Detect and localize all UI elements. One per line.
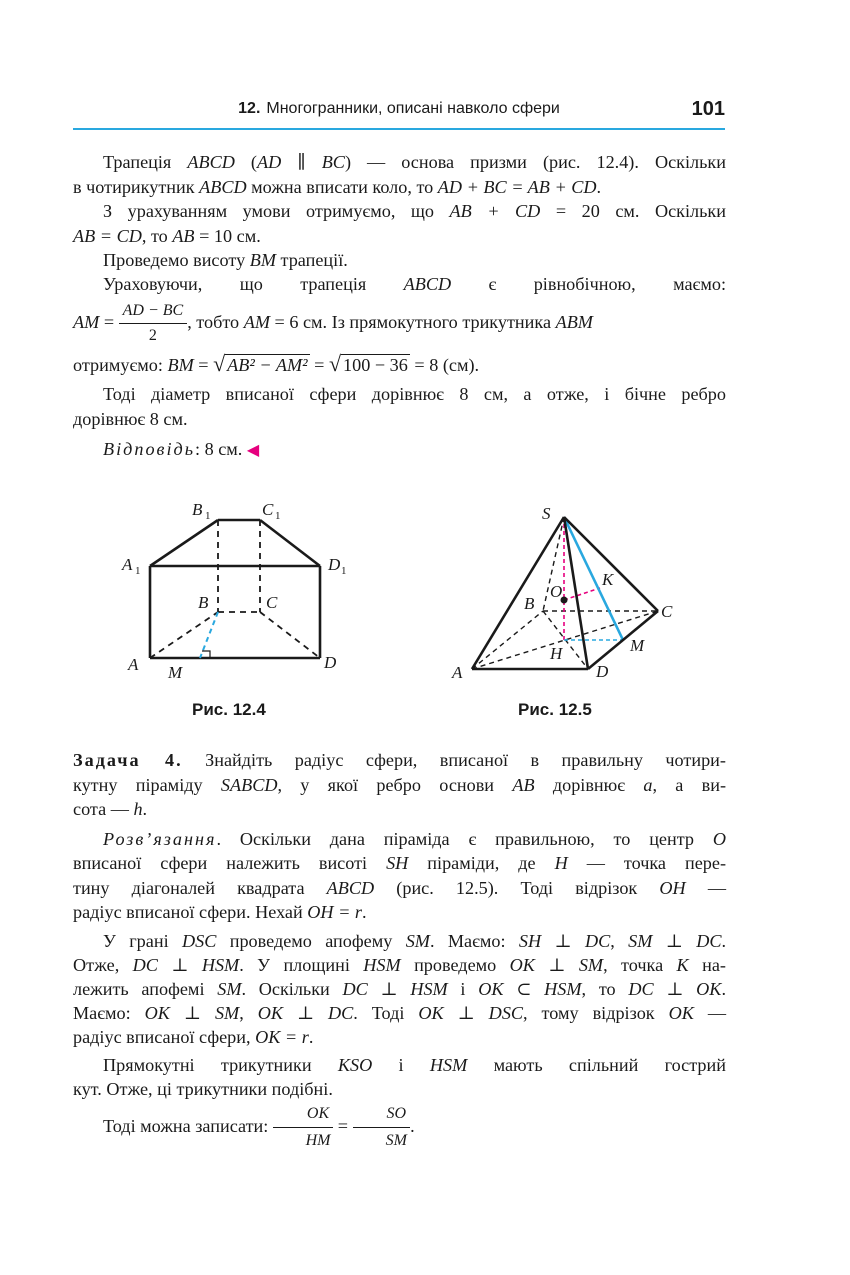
similar-line-2: кут. Отже, ці трикутники подібні. <box>73 1079 333 1099</box>
task-4-line-1: Задача 4. Знайдіть радіус сфери, вписаної в правильну чотири- <box>73 750 726 770</box>
label-K: K <box>602 570 614 589</box>
label-C: C <box>661 602 673 621</box>
label-A1: A <box>122 555 133 574</box>
proof-line-1: У грані DSC проведемо апофему SM. Маємо: SH ⊥ DC, SM ⊥ DC. <box>103 931 727 951</box>
label-H: H <box>550 644 563 663</box>
paragraph-7-line-2: дорівнює 8 см. <box>73 409 188 429</box>
final-ratio-line: Тоді можна записати: $\frac{OK}{HM}$ = $\frac{SO}{SM}$ . <box>73 1100 726 1152</box>
proof-line-3: лежить апофемі SM. Оскільки DC ⊥ HSM і OK ⊂ HSM, то DC ⊥ OK. <box>73 979 726 999</box>
solution-line-2: вписаної сфери належить висоті SH піраміди, де H — точка пере- <box>73 853 726 873</box>
solution-line-3: тину діагоналей квадрата ABCD (рис. 12.5). Тоді відрізок OH — <box>73 878 726 898</box>
chapter-number: 12. <box>238 100 261 117</box>
figure-12-4-prism <box>110 490 370 690</box>
label-C1: C <box>262 500 274 519</box>
proof-line-5: радіус вписаної сфери, OK = r. <box>73 1027 314 1047</box>
proof-line-4: Маємо: OK ⊥ SM, OK ⊥ DC. Тоді OK ⊥ DSC, тому відрізок OK — <box>73 1003 727 1023</box>
similar-line-1: Прямокутні трикутники KSO і HSM мають спільний гострий <box>103 1055 726 1075</box>
label-A: A <box>128 655 139 674</box>
label-B1: B <box>192 500 203 519</box>
label-A: A <box>452 663 463 682</box>
fraction-am: $\frac{AD - BC}{2}$ <box>119 301 188 346</box>
task-4-line-2: кутну піраміду SABCD, у якої ребро основи AB дорівнює a, а ви- <box>73 775 726 795</box>
label-B: B <box>524 594 535 613</box>
solution-line-4: радіус вписаної сфери. Нехай OH = r. <box>73 902 367 922</box>
label-O: O <box>550 582 563 601</box>
page-number: 101 <box>691 98 725 120</box>
paragraph-3: Проведемо висоту BM трапеції. <box>103 250 348 270</box>
fraction-ok-hm: $\frac{OK}{HM}$ <box>273 1103 333 1152</box>
paragraph-2-line-1: З урахуванням умови отримуємо, що AB + CD = 20 см. Оскільки <box>103 201 726 221</box>
label-M: M <box>630 636 645 655</box>
task-4-line-3: сота — h. <box>73 799 148 819</box>
label-D1: D <box>328 555 341 574</box>
paragraph-4: Ураховуючи, що трапеція ABCD є рівнобічною, маємо: <box>103 274 726 294</box>
running-header <box>73 98 725 130</box>
label-B: B <box>198 593 209 612</box>
formula-am-line: AM = $\frac{AD - BC}{2}$ , тобто AM = 6 см. Із прямокутного трикутника ABM <box>73 302 593 345</box>
answer-line: Відповідь: 8 см. ◀ <box>103 439 260 459</box>
figure-12-5-pyramid <box>440 495 690 690</box>
solution-line-1: Розв’язання. Оскільки дана піраміда є правильною, то центр O <box>103 829 726 849</box>
formula-bm-line: отримуємо: BM = √ AB² − AM² = √ 100 − 36 = 8 (см). <box>73 351 480 376</box>
label-S: S <box>542 504 551 523</box>
svg-text:1: 1 <box>205 510 211 522</box>
proof-line-2: Отже, DC ⊥ HSM. У площині HSM проведемо OK ⊥ SM, точка K на- <box>73 955 726 975</box>
svg-text:1: 1 <box>135 565 141 577</box>
label-C: C <box>266 593 278 612</box>
end-of-solution-marker: ◀ <box>246 442 260 459</box>
fraction-so-sm: $\frac{SO}{SM}$ <box>353 1103 411 1152</box>
label-D: D <box>596 662 609 681</box>
paragraph-1-line-2: в чотирикутник ABCD можна вписати коло, то AD + BC = AB + CD. <box>73 177 602 197</box>
label-D: D <box>324 653 337 672</box>
svg-text:1: 1 <box>341 565 347 577</box>
figure-12-5-caption: Рис. 12.5 <box>518 700 592 719</box>
chapter-title: 12. Многогранники, описані навколо сфери <box>238 100 560 117</box>
paragraph-2-line-2: AB = CD, то AB = 10 см. <box>73 226 261 246</box>
svg-text:1: 1 <box>275 510 281 522</box>
paragraph-1-line-1: Трапеція ABCD (AD ∥ BC) — основа призми (рис. 12.4). Оскільки <box>103 152 726 172</box>
paragraph-7-line-1: Тоді діаметр вписаної сфери дорівнює 8 см, а отже, і бічне ребро <box>103 384 726 404</box>
label-M: M <box>168 663 183 682</box>
figure-12-4-caption: Рис. 12.4 <box>192 700 266 719</box>
